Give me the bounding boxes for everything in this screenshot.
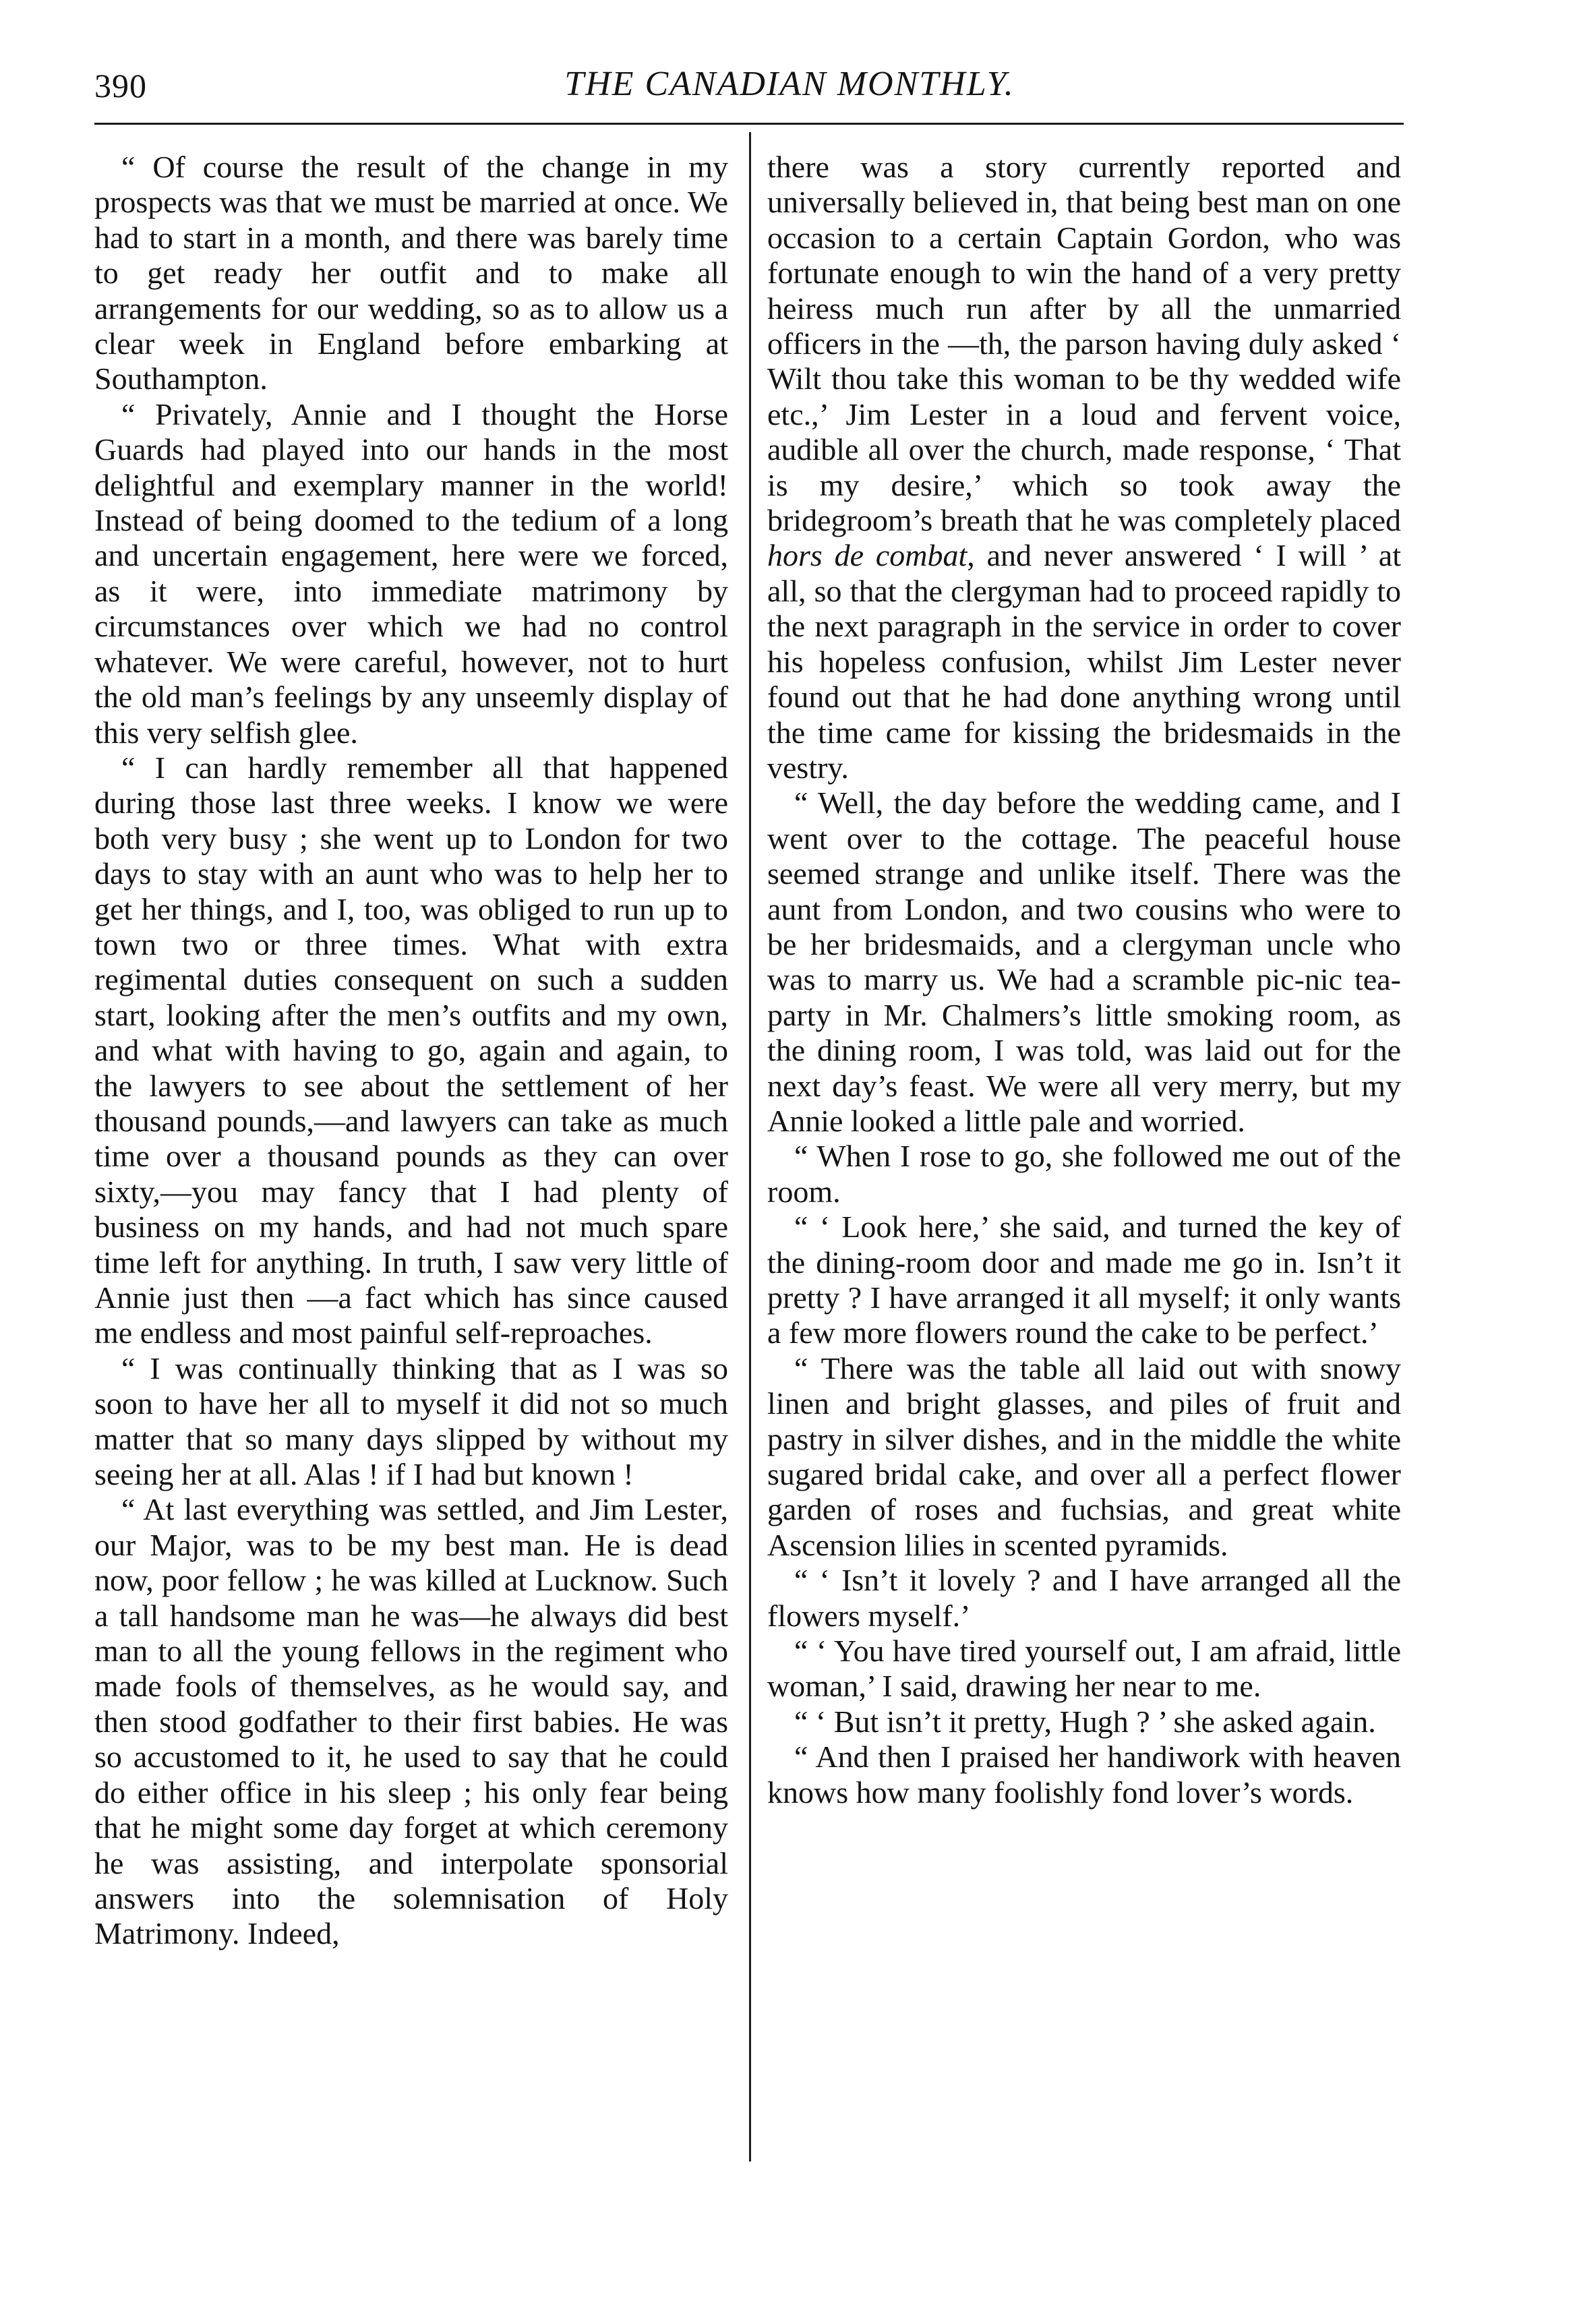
paragraph: “ When I rose to go, she followed me out of the room. bbox=[767, 1139, 1401, 1209]
paragraph: “ Privately, Annie and I thought the Horse Guards had played into our hands in the most delightful and exemplary manner in the world! Instead of being doomed to the tedium of a long and uncertain engagement, here were we forced, as it were, into immediate matrimony by circumstances over which we had no control whatever. We were careful, however, not to hurt the old man’s feelings by any unseemly display of this very selfish glee. bbox=[94, 396, 728, 750]
left-column bbox=[94, 150, 728, 1952]
right-column bbox=[767, 150, 1401, 1810]
paragraph: “ There was the table all laid out with snowy linen and bright glasses, and piles of fruit and pastry in silver dishes, and in the middle the white sugared bridal cake, and over all a perfect flower garden of roses and fuchsias, and great white Ascension lilies in scented pyramids. bbox=[767, 1350, 1401, 1562]
page-header bbox=[0, 0, 1579, 128]
continued-text-start: there was a story currently reported and universally believed in, that being best man on one occasion to a certain Captain Gordon, who was fortunate enough to win the hand of a very pretty heiress much run after by all the unmarried officers in the —th, the parson having duly asked ‘ Wilt thou take this woman to be thy wedded wife etc.,’ Jim Lester in a loud and fervent voice, audible all over the church, made response, ‘ That is my desire,’ which so took away the bridegroom’s breath that he was completely placed bbox=[767, 150, 1401, 538]
paragraph: “ And then I praised her handiwork with heaven knows how many foolishly fond lover’s words. bbox=[767, 1739, 1401, 1810]
running-title: THE CANADIAN MONTHLY. bbox=[564, 65, 1015, 103]
paragraph: “ I can hardly remember all that happened during those last three weeks. I know we were both very busy ; she went up to London for two days to stay with an aunt who was to help her to get her things, and I, too, was obliged to run up to town two or three times. What with extra regimental duties consequent on such a sudden start, looking after the men’s outfits and my own, and what with having to go, again and again, to the lawyers to see about the settlement of her thousand pounds,—and lawyers can take as much time over a thousand pounds as they can over sixty,—you may fancy that I had plenty of business on my hands, and had not much spare time left for anything. In truth, I saw very little of Annie just then —a fact which has since caused me endless and most painful self-reproaches. bbox=[94, 750, 728, 1350]
continued-text-end: , and never answered ‘ I will ’ at all, so that the clergyman had to proceed rapidly to the next paragraph in the service in order to cover his hopeless confusion, whilst Jim Lester never found out that he had done anything wrong until the time came for kissing the bridesmaids in the vestry. bbox=[767, 538, 1401, 785]
paragraph: “ ‘ Look here,’ she said, and turned the key of the dining-room door and made me go in. Isn’t it pretty ? I have arranged it all myself; it only wants a few more flowers round the cake to be perfect.’ bbox=[767, 1210, 1401, 1350]
column-divider bbox=[749, 132, 751, 2162]
paragraph: “ Well, the day before the wedding came, and I went over to the cottage. The peaceful house seemed strange and unlike itself. There was the aunt from London, and two cousins who were to be her bridesmaids, and a clergyman uncle who was to marry us. We had a scramble pic-nic tea-party in Mr. Chalmers’s little smoking room, as the dining room, I was told, was laid out for the next day’s feast. We were all very merry, but my Annie looked a little pale and worried. bbox=[767, 785, 1401, 1138]
paragraph: “ ‘ You have tired yourself out, I am afraid, little woman,’ I said, drawing her near to me. bbox=[767, 1634, 1401, 1704]
page-number: 390 bbox=[94, 67, 147, 105]
paragraph: “ At last everything was settled, and Jim Lester, our Major, was to be my best man. He is dead now, poor fellow ; he was killed at Lucknow. Such a tall handsome man he was—he always did best man to all the young fellows in the regiment who made fools of themselves, as he would say, and then stood godfather to their first babies. He was so accustomed to it, he used to say that he could do either office in his sleep ; his only fear being that he might some day forget at which ceremony he was assisting, and interpolate sponsorial answers into the solemnisation of Holy Matrimony. Indeed, bbox=[94, 1492, 728, 1951]
header-rule bbox=[94, 123, 1404, 125]
paragraph: “ I was continually thinking that as I was so soon to have her all to myself it did not so much matter that so many days slipped by without my seeing her at all. Alas ! if I had but known ! bbox=[94, 1350, 728, 1492]
paragraph: “ ‘ But isn’t it pretty, Hugh ? ’ she asked again. bbox=[794, 1704, 1376, 1739]
continued-paragraph bbox=[767, 150, 1401, 785]
italic-phrase: hors de combat bbox=[767, 538, 967, 573]
paragraph: “ Of course the result of the change in my prospects was that we must be married at once. We had to start in a month, and there was barely time to get ready her outfit and to make all arrangements for our wedding, so as to allow us a clear week in England before embarking at Southampton. bbox=[94, 150, 728, 396]
paragraph: “ ‘ Isn’t it lovely ? and I have arranged all the flowers myself.’ bbox=[767, 1563, 1401, 1633]
